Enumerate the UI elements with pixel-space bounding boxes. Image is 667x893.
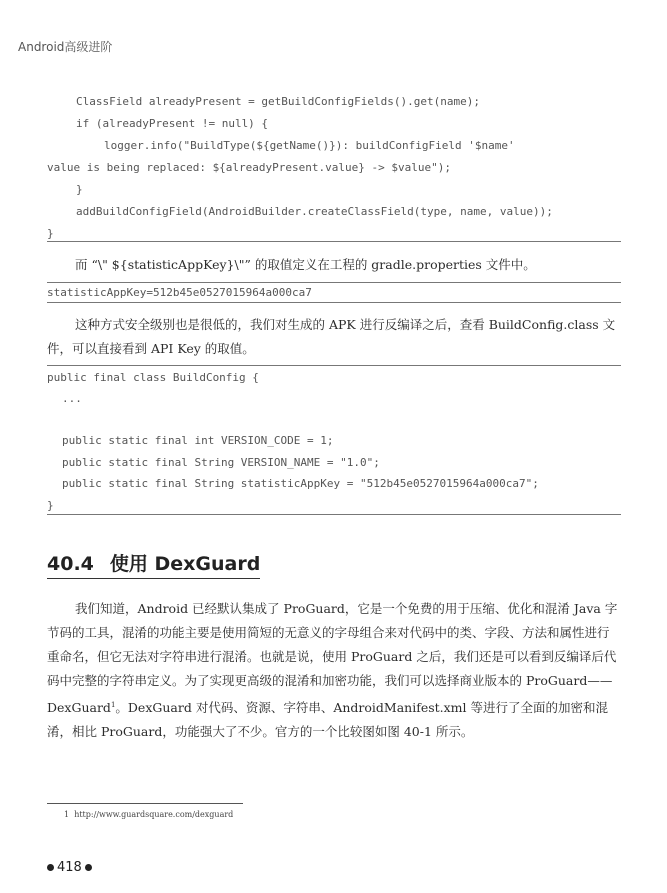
code-line: ... [62, 392, 82, 405]
page-number [47, 860, 92, 875]
code-line: statisticAppKey=512b45e0527015964a000ca7 [47, 286, 312, 299]
code-line: } [76, 183, 83, 196]
code-line: value is being replaced: ${alreadyPresent.value} -> $value"); [47, 161, 451, 174]
paragraph-properties: 而 “\" ${statisticAppKey}\"” 的取值定义在工程的 gradle.properties 文件中。 [75, 257, 536, 272]
code-line: ClassField alreadyPresent = getBuildConfigFields().get(name); [76, 95, 480, 108]
code-line: } [47, 499, 54, 512]
code-line: logger.info("BuildType(${getName()}): buildConfigField '$name' [104, 139, 515, 152]
code-line: } [47, 227, 54, 240]
paragraph-dexguard [47, 597, 621, 744]
paragraph-security: 这种方式安全级别也是很低的，我们对生成的 APK 进行反编译之后，查看 BuildConfig.class 文件，可以直接看到 API Key 的取值。 [47, 317, 616, 356]
code-block-rule [47, 302, 621, 303]
footnote-number: 1 [64, 810, 70, 819]
code-line: addBuildConfigField(AndroidBuilder.createClassField(type, name, value)); [76, 205, 553, 218]
paragraph-text: 。DexGuard 对代码、资源、字符串、AndroidManifest.xml 等进行了全面的加密和混淆，相比 ProGuard，功能强大了不少。官方的一个比较图如图 40-1 所示。 [47, 700, 609, 740]
section-heading [47, 549, 260, 579]
section-title-text: 使用 DexGuard [109, 553, 261, 575]
footnote [64, 810, 233, 819]
code-line: public static final String statisticAppKey = "512b45e0527015964a000ca7"; [62, 477, 539, 490]
section-number: 40.4 [47, 553, 94, 575]
footnote-url: http://www.guardsquare.com/dexguard [74, 810, 234, 819]
bullet-dot-icon [47, 864, 54, 871]
code-block-rule [47, 241, 621, 242]
footnote-ref: 1 [110, 701, 116, 709]
footnote-rule [47, 803, 243, 804]
code-block-rule [47, 282, 621, 283]
code-line: if (alreadyPresent != null) { [76, 117, 269, 130]
code-block-rule [47, 365, 621, 366]
page-number-text: 418 [57, 860, 82, 875]
bullet-dot-icon [85, 864, 92, 871]
code-block-rule [47, 514, 621, 515]
code-line: public static final int VERSION_CODE = 1; [62, 434, 334, 447]
code-line: public static final String VERSION_NAME = "1.0"; [62, 456, 380, 469]
paragraph-text: 我们知道，Android 已经默认集成了 ProGuard，它是一个免费的用于压缩、优化和混淆 Java 字节码的工具，混淆的功能主要是使用简短的无意义的字母组合来对代码中的类、字段、方法和属性进行重命名，但它无法对字符串进行混淆。也就是说，使用 ProGuard 之后，我们还是可以看到反编译后代码中完整的字符串定义。为了实现更高级的混淆和加密功能，我们可以选择商业版本的 ProGuard——DexGuard [47, 601, 618, 716]
running-header: Android高级进阶 [18, 40, 113, 54]
code-line: public final class BuildConfig { [47, 371, 259, 384]
